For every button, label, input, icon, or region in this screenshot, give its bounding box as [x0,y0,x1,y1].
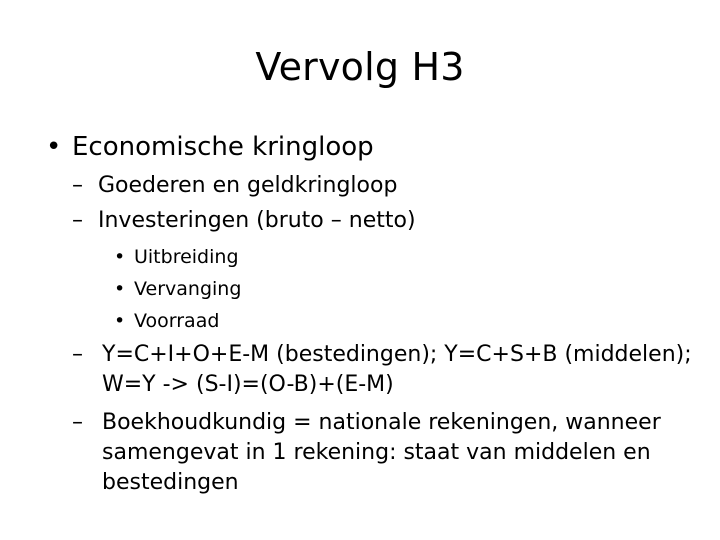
bullet-icon: • [114,310,126,332]
dash-icon: – [72,208,83,233]
bullet-icon: • [46,132,62,162]
formula-line-1: Y=C+I+O+E-M (bestedingen); Y=C+S+B (middelen); [102,342,692,367]
subsubbullet-voorraad [114,309,219,333]
subbullet-boekhoudkundig [72,408,692,498]
slide-title: Vervolg H3 [255,45,465,89]
bullet-icon: • [114,246,126,268]
boekhoudkundig-line-2: samengevat in 1 rekening: staat van middelen en [102,440,651,465]
bullet-text: Economische kringloop [72,132,374,162]
bullet-icon: • [114,278,126,300]
dash-icon: – [72,342,83,367]
formula-line-2: W=Y -> (S-I)=(O-B)+(E-M) [102,372,394,397]
subsubbullet-text: Voorraad [134,310,220,332]
dash-icon: – [72,173,83,198]
subsubbullet-text: Uitbreiding [134,246,239,268]
subbullet-text: Goederen en geldkringloop [98,173,398,198]
subbullet-text: Investeringen (bruto – netto) [98,208,416,233]
boekhoudkundig-line-1: Boekhoudkundig = nationale rekeningen, wanneer [102,410,661,435]
subsubbullet-uitbreiding [114,245,239,269]
subbullet-investeringen [72,206,416,236]
bullet-economische-kringloop [46,130,374,164]
subsubbullet-vervanging [114,277,241,301]
dash-icon: – [72,410,83,435]
subbullet-formules [72,340,692,400]
boekhoudkundig-line-3: bestedingen [102,470,239,495]
subsubbullet-text: Vervanging [134,278,242,300]
subbullet-goederen [72,171,397,201]
